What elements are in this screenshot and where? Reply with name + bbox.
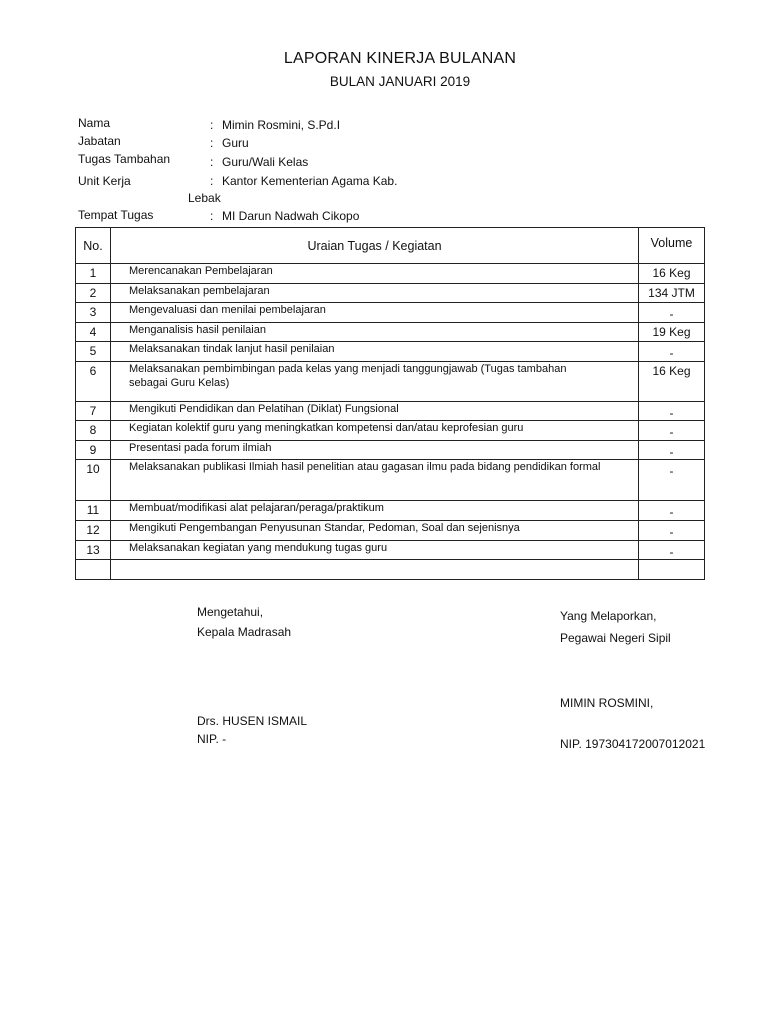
row-uraian: Melaksanakan pembelajaran xyxy=(111,284,639,303)
unit-kerja-colon: : xyxy=(210,174,214,188)
unit-kerja-value-line2: Lebak xyxy=(188,191,221,205)
row-uraian: Melaksanakan publikasi Ilmiah hasil penelitian atau gagasan ilmu pada bidang pendidikan formal xyxy=(111,460,639,501)
row-uraian: Merencanakan Pembelajaran xyxy=(111,264,639,284)
row-no: 8 xyxy=(76,421,111,441)
signature-right-name: MIMIN ROSMINI, xyxy=(560,696,654,710)
signature-left-nip: NIP. - xyxy=(197,732,227,746)
table-row xyxy=(76,541,705,560)
table-row xyxy=(76,284,705,303)
jabatan-value: Guru xyxy=(222,136,249,150)
row-no: 9 xyxy=(76,441,111,460)
row-uraian: Mengikuti Pengembangan Penyusunan Standar, Pedoman, Soal dan sejenisnya xyxy=(111,521,639,541)
row-no: 11 xyxy=(76,501,111,521)
row-no xyxy=(76,560,111,580)
signature-left-line2: Kepala Madrasah xyxy=(197,625,292,639)
row-uraian: Melaksanakan tindak lanjut hasil penilaian xyxy=(111,342,639,362)
signature-right-line2: Pegawai Negeri Sipil xyxy=(560,631,671,645)
row-no: 7 xyxy=(76,402,111,421)
row-uraian: Membuat/modifikasi alat pelajaran/peraga/praktikum xyxy=(111,501,639,521)
signature-left-name: Drs. HUSEN ISMAIL xyxy=(197,714,308,728)
table-row xyxy=(76,421,705,441)
signature-right-line1: Yang Melaporkan, xyxy=(560,609,657,623)
tempat-tugas-value: MI Darun Nadwah Cikopo xyxy=(222,209,360,223)
header-volume: Volume xyxy=(639,228,705,264)
report-subtitle: BULAN JANUARI 2019 xyxy=(329,74,471,89)
row-no: 1 xyxy=(76,264,111,284)
table-row xyxy=(76,402,705,421)
table-row xyxy=(76,323,705,342)
row-volume: - xyxy=(639,460,705,501)
row-volume: 134 JTM xyxy=(639,284,705,303)
row-uraian: Menganalisis hasil penilaian xyxy=(111,323,639,342)
row-no: 13 xyxy=(76,541,111,560)
table-row xyxy=(76,362,705,402)
row-no: 12 xyxy=(76,521,111,541)
table-row xyxy=(76,521,705,541)
row-no: 5 xyxy=(76,342,111,362)
table-row xyxy=(76,501,705,521)
row-uraian: Presentasi pada forum ilmiah xyxy=(111,441,639,460)
nama-label: Nama xyxy=(78,116,111,130)
row-uraian xyxy=(111,560,639,580)
signature-left-line1: Mengetahui, xyxy=(197,605,264,619)
row-volume: - xyxy=(639,303,705,323)
row-volume xyxy=(639,560,705,580)
row-volume: 19 Keg xyxy=(639,323,705,342)
table-row xyxy=(76,264,705,284)
row-no: 6 xyxy=(76,362,111,402)
row-volume: - xyxy=(639,342,705,362)
row-volume: - xyxy=(639,541,705,560)
report-title: LAPORAN KINERJA BULANAN xyxy=(283,50,517,67)
row-no: 10 xyxy=(76,460,111,501)
row-uraian: Melaksanakan kegiatan yang mendukung tugas guru xyxy=(111,541,639,560)
nama-colon: : xyxy=(210,118,214,132)
table-row xyxy=(76,303,705,323)
table-header-row xyxy=(76,228,705,264)
header-uraian: Uraian Tugas / Kegiatan xyxy=(111,228,639,264)
row-volume: - xyxy=(639,501,705,521)
unit-kerja-value: Kantor Kementerian Agama Kab. xyxy=(222,174,398,188)
row-uraian: Kegiatan kolektif guru yang meningkatkan kompetensi dan/atau keprofesian guru xyxy=(111,421,639,441)
table-row xyxy=(76,460,705,501)
tugas-tambahan-label: Tugas Tambahan xyxy=(78,152,171,166)
jabatan-label: Jabatan xyxy=(78,134,121,148)
row-no: 4 xyxy=(76,323,111,342)
row-volume: - xyxy=(639,441,705,460)
table-row xyxy=(76,342,705,362)
row-volume: 16 Keg xyxy=(639,264,705,284)
row-volume: 16 Keg xyxy=(639,362,705,402)
row-uraian: Mengikuti Pendidikan dan Pelatihan (Diklat) Fungsional xyxy=(111,402,639,421)
tugas-tambahan-colon: : xyxy=(210,155,214,169)
row-volume: - xyxy=(639,521,705,541)
table-row xyxy=(76,441,705,460)
task-table xyxy=(75,227,705,580)
tugas-tambahan-value: Guru/Wali Kelas xyxy=(222,155,309,169)
row-no: 3 xyxy=(76,303,111,323)
tempat-tugas-colon: : xyxy=(210,209,214,223)
row-volume: - xyxy=(639,421,705,441)
jabatan-colon: : xyxy=(210,136,214,150)
row-uraian: Mengevaluasi dan menilai pembelajaran xyxy=(111,303,639,323)
nama-value: Mimin Rosmini, S.Pd.I xyxy=(222,118,341,132)
table-row-empty xyxy=(76,560,705,580)
header-no: No. xyxy=(76,228,111,264)
row-uraian: Melaksanakan pembimbingan pada kelas yang menjadi tanggungjawab (Tugas tambahan sebagai Guru Kelas) xyxy=(111,362,639,402)
unit-kerja-label: Unit Kerja xyxy=(78,174,131,188)
row-no: 2 xyxy=(76,284,111,303)
signature-right-nip: NIP. 197304172007012021 xyxy=(560,737,706,751)
tempat-tugas-label: Tempat Tugas xyxy=(78,208,154,222)
row-volume: - xyxy=(639,402,705,421)
